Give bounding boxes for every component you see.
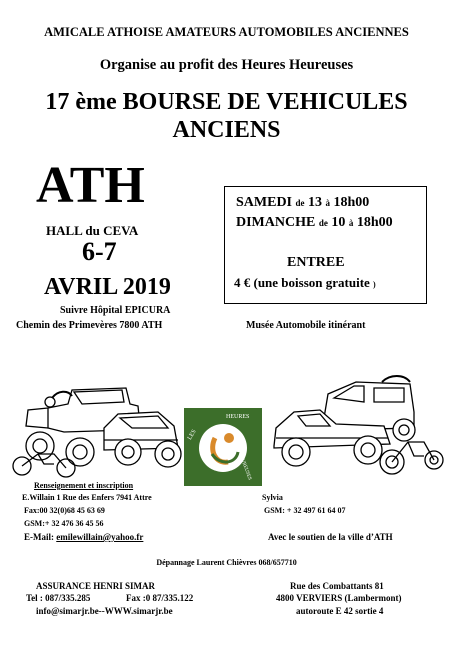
vintage-cars-right-illustration xyxy=(264,372,444,480)
city-support-note: Avec le soutien de la ville d’ATH xyxy=(268,532,393,542)
saturday-a: à xyxy=(325,198,331,208)
saturday-from: 13 xyxy=(308,195,323,210)
organizer-title: AMICALE ATHOISE AMATEURS AUTOMOBILES ANCIENNES xyxy=(44,25,409,39)
vintage-cars-left-illustration xyxy=(8,368,194,480)
sunday-hours xyxy=(236,215,393,231)
contact-address: E.Willain 1 Rue des Enfers 7941 Attre xyxy=(22,493,152,502)
sunday-a: à xyxy=(348,218,354,228)
event-title-line2: ANCIENS xyxy=(172,117,281,143)
city-name: ATH xyxy=(36,157,145,214)
hall-name: HALL du CEVA xyxy=(46,223,139,238)
insurance-tel: Tel : 087/335.285 xyxy=(26,593,91,603)
event-days: 6-7 xyxy=(82,237,117,266)
sunday-from: 10 xyxy=(331,215,346,230)
contact-gsm: GSM:+ 32 476 36 45 56 xyxy=(24,519,104,528)
contact-name-2: Sylvia xyxy=(262,493,283,502)
logo-text-1: LES xyxy=(187,428,198,442)
saturday-de: de xyxy=(295,198,305,208)
entry-price-close: ) xyxy=(373,280,376,289)
saturday-hours xyxy=(236,195,369,211)
event-title-line1: 17 ème BOURSE DE VEHICULES xyxy=(45,89,408,115)
saturday-label: SAMEDI xyxy=(236,195,293,210)
insurance-web[interactable]: info@simarjr.be--WWW.simarjr.be xyxy=(36,606,173,616)
contact-fax: Fax:00 32(0)68 45 63 69 xyxy=(24,506,105,515)
contact-email-row xyxy=(24,532,143,542)
entry-price xyxy=(234,275,376,291)
heures-heureuses-logo xyxy=(184,408,262,486)
schedule-box xyxy=(224,186,427,304)
sponsor-street: Rue des Combattants 81 xyxy=(290,581,384,591)
towing-sponsor: Dépannage Laurent Chièvres 068/657710 xyxy=(156,558,297,567)
sunday-to: 18h00 xyxy=(356,215,393,230)
sponsor-motorway: autoroute E 42 sortie 4 xyxy=(296,606,384,616)
email-link[interactable]: emilewillain@yahoo.fr xyxy=(56,532,144,542)
venue-address: Chemin des Primevères 7800 ATH xyxy=(16,320,163,331)
contact-gsm-2: GSM: + 32 497 61 64 07 xyxy=(264,506,346,515)
logo-text-2: HEURES xyxy=(226,414,250,420)
sunday-label: DIMANCHE xyxy=(236,215,316,230)
cause-line: Organise au profit des Heures Heureuses xyxy=(99,57,354,73)
entry-price-text: 4 € (une boisson gratuite xyxy=(234,275,370,290)
logo-text-3: HEUREUSES xyxy=(237,452,252,481)
museum-label: Musée Automobile itinérant xyxy=(246,320,366,331)
contact-heading: Renseignement et inscription xyxy=(34,481,134,490)
event-month-year: AVRIL 2019 xyxy=(44,274,171,300)
sponsor-town: 4800 VERVIERS (Lambermont) xyxy=(276,593,402,603)
email-label: E-Mail: xyxy=(24,532,54,542)
insurance-fax: Fax :0 87/335.122 xyxy=(126,593,194,603)
sunday-de: de xyxy=(318,218,328,228)
insurance-name: ASSURANCE HENRI SIMAR xyxy=(36,581,156,591)
hospital-direction: Suivre Hôpital EPICURA xyxy=(60,305,171,316)
entry-label: ENTREE xyxy=(287,255,345,270)
saturday-to: 18h00 xyxy=(333,195,370,210)
